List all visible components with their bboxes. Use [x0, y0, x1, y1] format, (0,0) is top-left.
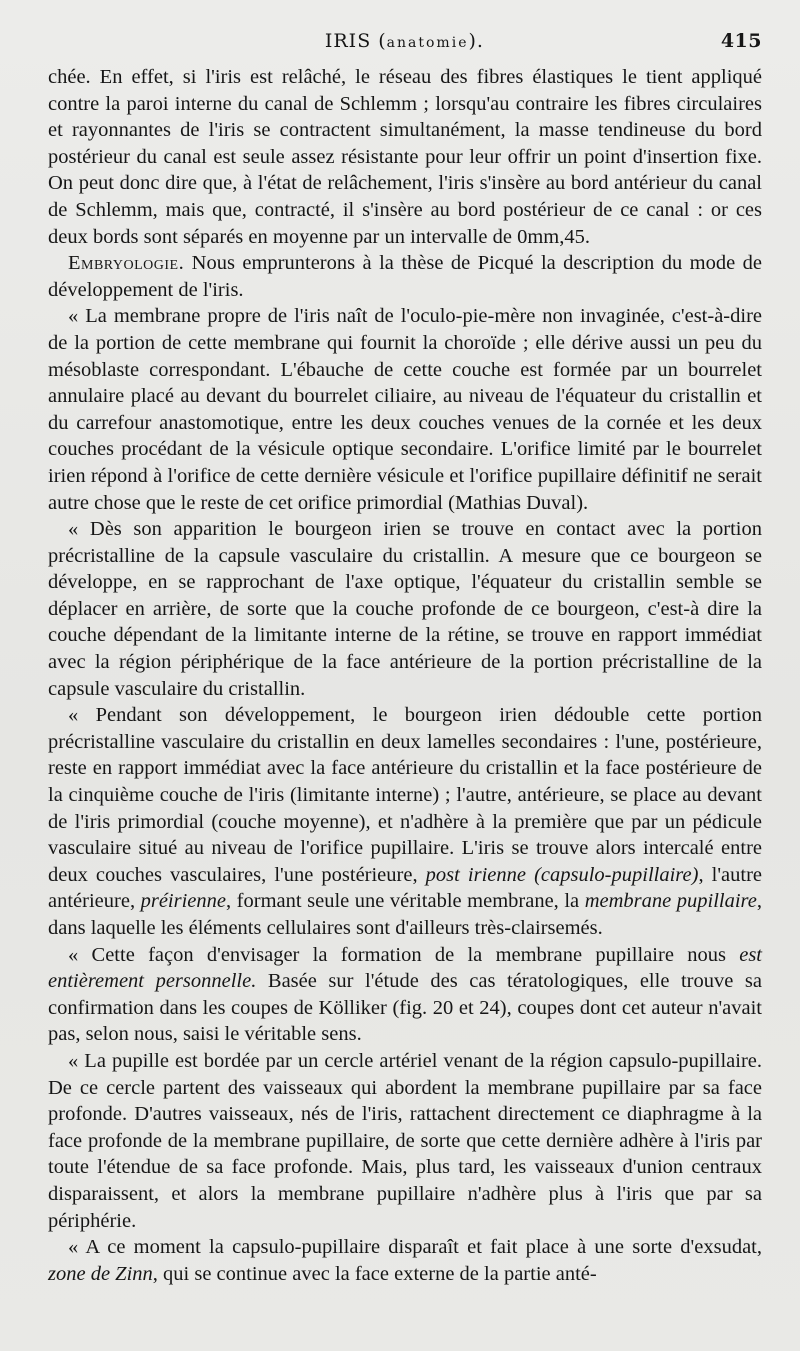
paragraph-text: Nous emprunterons à la thèse de Picqué la description du mode de développement de l'iris. — [48, 252, 762, 301]
paragraph-text: « Cette façon d'envisager la formation de la membrane pupillaire nous — [68, 943, 740, 966]
running-title — [325, 30, 484, 52]
section-heading: Embryologie. — [68, 252, 185, 275]
running-title-smallcaps: anatomie — [386, 35, 469, 51]
italic-text: membrane pupillaire — [584, 890, 757, 913]
paragraph-text: , formant seule une véritable membrane, la — [226, 890, 585, 913]
paragraph-text: « Dès son apparition le bourgeon irien se trouve en contact avec la portion précristalline de la capsule vasculaire du cristallin. A mesure que ce bourgeon se développe, en se rapprochant de l'axe optique, l'équateur du cristallin semble se déplacer en arrière, de sorte que la couche profonde de ce bourgeon, c'est-à dire la couche dépendant de la limitante interne de la rétine, se trouve en rapport immédiat avec la région périphérique de la face antérieure de la portion précristalline de la capsule vasculaire du cristallin. — [48, 518, 762, 700]
paragraph — [48, 1048, 762, 1234]
paragraph-text: « La membrane propre de l'iris naît de l'oculo-pie-mère non invaginée, c'est-à-dire de la portion de cette membrane qui fournit la choroïde ; elle dérive aussi un peu du mésoblaste correspondant. L'ébauche de cette couche est formée par un bourrelet annulaire placé au devant du bourrelet ciliaire, au niveau de l'équateur du cristallin et du carrefour anastomotique, entre les deux couches venues de la cornée et les deux couches procédant de la vésicule optique secondaire. L'orifice limité par le bourrelet irien répond à l'orifice de cette dernière vésicule et l'orifice pupillaire définitif ne serait autre chose que le reste de cet orifice primordial (Mathias Duval). — [48, 305, 762, 514]
paragraph — [48, 942, 762, 1048]
paragraph-text: « La pupille est bordée par un cercle artériel venant de la région capsulo-pupillaire. De ce cercle partent des vaisseaux qui abordent la membrane pupillaire par sa face profonde. D'autres vaisseaux, nés de l'iris, rattachent directement ce diaphragme à la face profonde de la membrane pupillaire, de sorte que cette dernière adhère à l'iris par toute l'étendue de sa face profonde. Mais, plus tard, les vaisseaux d'union centraux disparaissent, et alors la membrane pupillaire n'adhère plus à l'iris que par sa périphérie. — [48, 1049, 762, 1232]
paragraph-text: « A ce moment la capsulo-pupillaire disparaît et fait place à une sorte d'exsudat, — [68, 1236, 762, 1259]
paragraph — [48, 1234, 762, 1287]
paragraph-text: chée. En effet, si l'iris est relâché, le réseau des fibres élastiques le tient appliqué contre la paroi interne du canal de Schlemm ; lorsqu'au contraire les fibres circulaires et rayonnantes de l'iris se contractent simultanément, la masse tendineuse du bord postérieur du canal est seule assez résistante pour leur offrir un point d'insertion fixe. On peut donc dire que, à l'état de relâchement, l'iris s'insère au bord antérieur du canal de Schlemm, mais que, contracté, il s'insère au bord postérieur de ce canal : or ces deux bords sont séparés en moyenne par un intervalle de 0mm,45. — [48, 66, 762, 248]
running-title-main: IRIS ( — [324, 30, 387, 52]
italic-text: zone de Zinn — [48, 1262, 153, 1285]
paragraph-text: , l'autre antérieure, — [48, 863, 763, 913]
running-head — [48, 30, 762, 60]
italic-text: préirienne — [140, 890, 227, 913]
paragraph — [48, 702, 762, 941]
paragraph — [48, 64, 762, 250]
page-number: 415 — [720, 30, 762, 52]
running-title-end: ). — [468, 30, 484, 52]
paragraph — [48, 250, 762, 303]
italic-text: post irienne (capsulo-pupillaire) — [425, 863, 699, 886]
paragraph-text: « Pendant son développement, le bourgeon irien dédouble cette portion précristalline vasculaire du cristallin en deux lamelles secondaires : l'une, postérieure, reste en rapport immédiat avec la face antérieure du cristallin et la face postérieure de la cinquième couche de l'iris (limitante interne) ; l'autre, antérieure, se place au devant de l'iris primordial (couche moyenne), et n'adhère à la première que par un pédicule vasculaire situé au niveau de l'orifice pupillaire. L'iris se trouve alors intercalé entre deux couches vasculaires, l'une postérieure, — [48, 704, 762, 886]
paragraph — [48, 516, 762, 702]
paragraph-text: , qui se continue avec la face externe de la partie anté- — [152, 1262, 597, 1285]
italic-text: est entièrement personnelle. — [48, 943, 762, 993]
paragraph-text: Basée sur l'étude des cas tératologiques, elle trouve sa confirmation dans les coupes de Kölliker (fig. 20 et 24), coupes dont cet auteur n'avait pas, selon nous, saisi le véritable sens. — [48, 970, 762, 1046]
paragraph — [48, 303, 762, 516]
body-text — [48, 64, 762, 1287]
paragraph-text: , dans laquelle les éléments cellulaires sont d'ailleurs très-clairsemés. — [48, 890, 762, 939]
